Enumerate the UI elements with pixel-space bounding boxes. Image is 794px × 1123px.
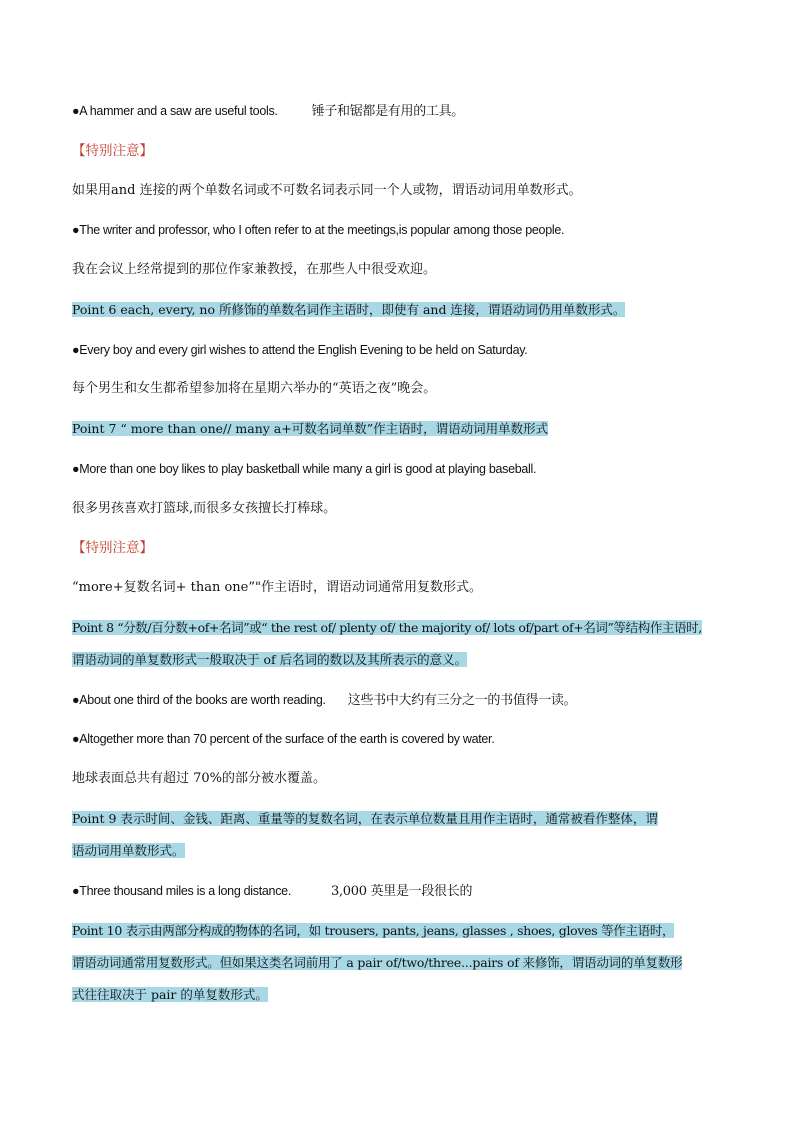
point-8-text-2: 谓语动词的单复数形式一般取决于 of 后名词的数以及其所表示的意义。 — [72, 652, 468, 667]
example-writer-professor: ●The writer and professor, who I often refer to at the meetings,is popular among those people. — [72, 223, 565, 237]
example-one-third-chinese: 这些书中大约有三分之一的书值得一读。 — [347, 693, 577, 708]
point-9-line-1 — [72, 810, 660, 828]
point-10-line-1 — [72, 922, 676, 940]
point-9-text-2: 语动词用单数形式。 — [72, 843, 185, 858]
point-7 — [72, 420, 550, 438]
point-10-line-2 — [72, 954, 684, 972]
example-every-boy: ●Every boy and every girl wishes to attend the English Evening to be held on Saturday. — [72, 343, 528, 357]
point-10-text-1: Point 10 表示由两部分构成的物体的名词，如 trousers, pants, jeans, glasses , shoes, gloves 等作主语时， — [72, 923, 675, 938]
special-note-heading-1: 【特别注意】 — [72, 143, 153, 159]
point-9-line-2 — [72, 842, 187, 860]
point-7-text: Point 7 “ more than one// many a+可数名词单数”作主语时，谓语动词用单数形式 — [72, 421, 549, 436]
example-hammer-saw — [72, 102, 464, 121]
rule-more-plural: “more+复数名词+ than one”"作主语时，谓语动词通常用复数形式。 — [72, 580, 482, 595]
point-6-text: Point 6 each, every, no 所修饰的单数名词作主语时，即使有 and 连接，谓语动词仍用单数形式。 — [72, 302, 626, 317]
point-10-text-2: 谓语动词通常用复数形式。但如果这类名词前用了 a pair of/two/three...pairs of 来修饰，谓语动词的单复数形 — [72, 955, 683, 970]
point-10-text-3: 式往往取决于 pair 的单复数形式。 — [72, 987, 268, 1002]
translation-percent-surface: 地球表面总共有超过 70%的部分被水覆盖。 — [72, 771, 327, 786]
special-note-heading-2: 【特别注意】 — [72, 540, 153, 556]
translation-every-boy: 每个男生和女生都希望参加将在星期六举办的“英语之夜”晚会。 — [72, 381, 437, 396]
example-one-third-english: ●About one third of the books are worth reading. — [72, 693, 326, 707]
translation-writer-professor: 我在会议上经常提到的那位作家兼教授，在那些人中很受欢迎。 — [72, 262, 437, 277]
point-8-line-2 — [72, 651, 469, 669]
example-three-thousand-miles — [72, 882, 472, 901]
point-10-line-3 — [72, 986, 270, 1004]
point-9-text-1: Point 9 表示时间、金钱、距离、重量等的复数名词，在表示单位数量且用作主语时，通常被看作整体，谓 — [72, 811, 658, 826]
example-one-third — [72, 691, 576, 710]
translation-more-than-one-boy: 很多男孩喜欢打篮球,而很多女孩擅长打棒球。 — [72, 501, 337, 516]
example-miles-chinese: 3,000 英里是一段很长的 — [331, 884, 473, 899]
point-6 — [72, 301, 627, 319]
example-chinese: 锤子和锯都是有用的工具。 — [311, 104, 464, 119]
example-percent-surface: ●Altogether more than 70 percent of the surface of the earth is covered by water. — [72, 732, 495, 746]
example-more-than-one-boy: ●More than one boy likes to play basketball while many a girl is good at playing baseball. — [72, 462, 537, 476]
point-8-line-1 — [72, 619, 704, 637]
point-8-text-1: Point 8 “分数/百分数+of+名词”或“ the rest of/ plenty of/ the majority of/ lots of/part of+名词”等结构作主语时, — [72, 620, 702, 635]
example-miles-english: ●Three thousand miles is a long distance. — [72, 884, 291, 898]
rule-and-same-person: 如果用and 连接的两个单数名词或不可数名词表示同一个人或物，谓语动词用单数形式。 — [72, 183, 582, 198]
example-english: ●A hammer and a saw are useful tools. — [72, 104, 278, 118]
